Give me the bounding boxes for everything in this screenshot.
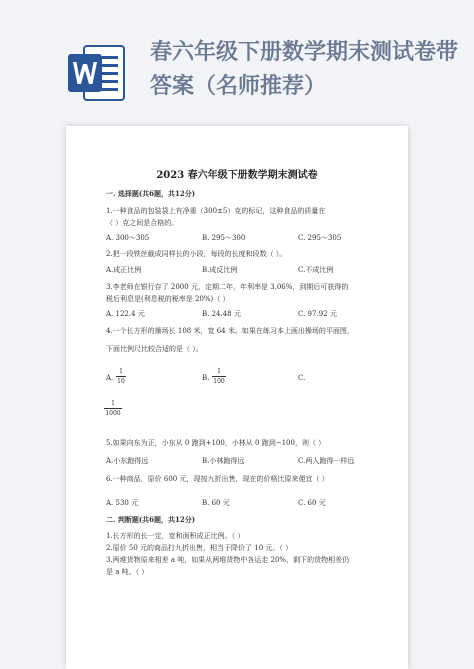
question-6: 6.一种商品，原价 600 元，现按九折出售，现在的价格比原来便宜（ ） xyxy=(106,475,329,483)
judgement-3-line2: 是 a 吨。（ ） xyxy=(106,568,149,576)
fraction-b-numerator: 1 xyxy=(217,368,221,375)
fraction-a-denominator: 10 xyxy=(117,378,125,385)
judgement-2: 2.原价 50 元的商品打九折出售，相当于降价了 10 元。（ ） xyxy=(106,544,293,552)
question-5-option-a: A.小东跑得远 xyxy=(106,457,149,465)
question-3-option-a: A. 122.4 元 xyxy=(106,310,145,318)
question-6-option-a: A. 530 元 xyxy=(106,499,139,507)
question-1-line2: （ ）克之间是合格的。 xyxy=(106,219,179,227)
question-1-option-c: C. 295～305 xyxy=(298,234,342,242)
fraction-c-denominator: 1000 xyxy=(105,410,121,417)
judgement-1: 1.长方形的长一定，宽和面积成正比例。（ ） xyxy=(106,532,245,540)
fraction-c-numerator: 1 xyxy=(111,400,115,407)
question-5-option-c: C.两人跑得一样远 xyxy=(298,457,355,465)
question-5: 5.如果向东为正，小东从 0 跑到+100，小林从 0 跑到−100，则（ ） xyxy=(106,439,326,447)
question-3-option-b: B. 24.48 元 xyxy=(202,310,241,318)
question-3-line1: 3.李老师在银行存了 2000 元，定期二年，年利率是 3.06%，到期后可获得的 xyxy=(106,283,349,291)
question-1-option-b: B. 295～300 xyxy=(202,234,246,242)
fraction-c xyxy=(104,400,122,417)
question-4-line1: 4.一个长方形的操场长 108 米，宽 64 米。如果在练习本上画出操场的平面图， xyxy=(106,327,354,335)
fraction-b-denominator: 100 xyxy=(213,378,225,385)
question-1-line1: 1.一种食品的包装袋上有净重（300±5）克的标记，这种食品的质量在 xyxy=(106,207,326,215)
question-1-option-a: A. 300～305 xyxy=(106,234,150,242)
fraction-a-numerator: 1 xyxy=(119,368,123,375)
question-4-option-b: B. xyxy=(202,374,210,382)
fraction-b xyxy=(212,368,226,385)
question-6-option-c: C. 60 元 xyxy=(298,499,326,507)
question-3-line2: 税后利息是(利息税的税率是 20%)（ ） xyxy=(106,295,230,303)
word-document-icon xyxy=(66,42,128,104)
question-3-option-c: C. 97.92 元 xyxy=(298,310,337,318)
fraction-a xyxy=(116,368,126,385)
question-4-option-c: C. xyxy=(298,374,306,382)
banner-title: 春六年级下册数学期末测试卷带答案（名师推荐） xyxy=(150,40,459,99)
question-2-option-c: C.不成比例 xyxy=(298,266,334,274)
banner xyxy=(0,0,474,130)
section2-heading: 二. 判断题(共6题，共12分) xyxy=(106,515,196,524)
question-5-option-b: B.小林跑得远 xyxy=(202,457,245,465)
question-2: 2.把一段铁丝截成同样长的小段，每段的长度和段数（ ）。 xyxy=(106,250,287,258)
question-4-option-a: A. xyxy=(106,374,114,382)
document-title: 2023 春六年级下册数学期末测试卷 xyxy=(156,170,318,181)
judgement-3-line1: 3.两堆货物原来相差 a 吨，如果从两堆货物中各运走 20%，剩下的货物相差仍 xyxy=(106,556,350,564)
question-2-option-b: B.成反比例 xyxy=(202,266,238,274)
question-4-line2: 下面比例尺比较合适的是（ ）。 xyxy=(106,345,203,353)
question-2-option-a: A.成正比例 xyxy=(106,266,142,274)
section1-heading: 一. 选择题(共6题，共12分) xyxy=(106,189,196,198)
question-6-option-b: B. 60 元 xyxy=(202,499,230,507)
exam-paper-page xyxy=(66,126,408,669)
